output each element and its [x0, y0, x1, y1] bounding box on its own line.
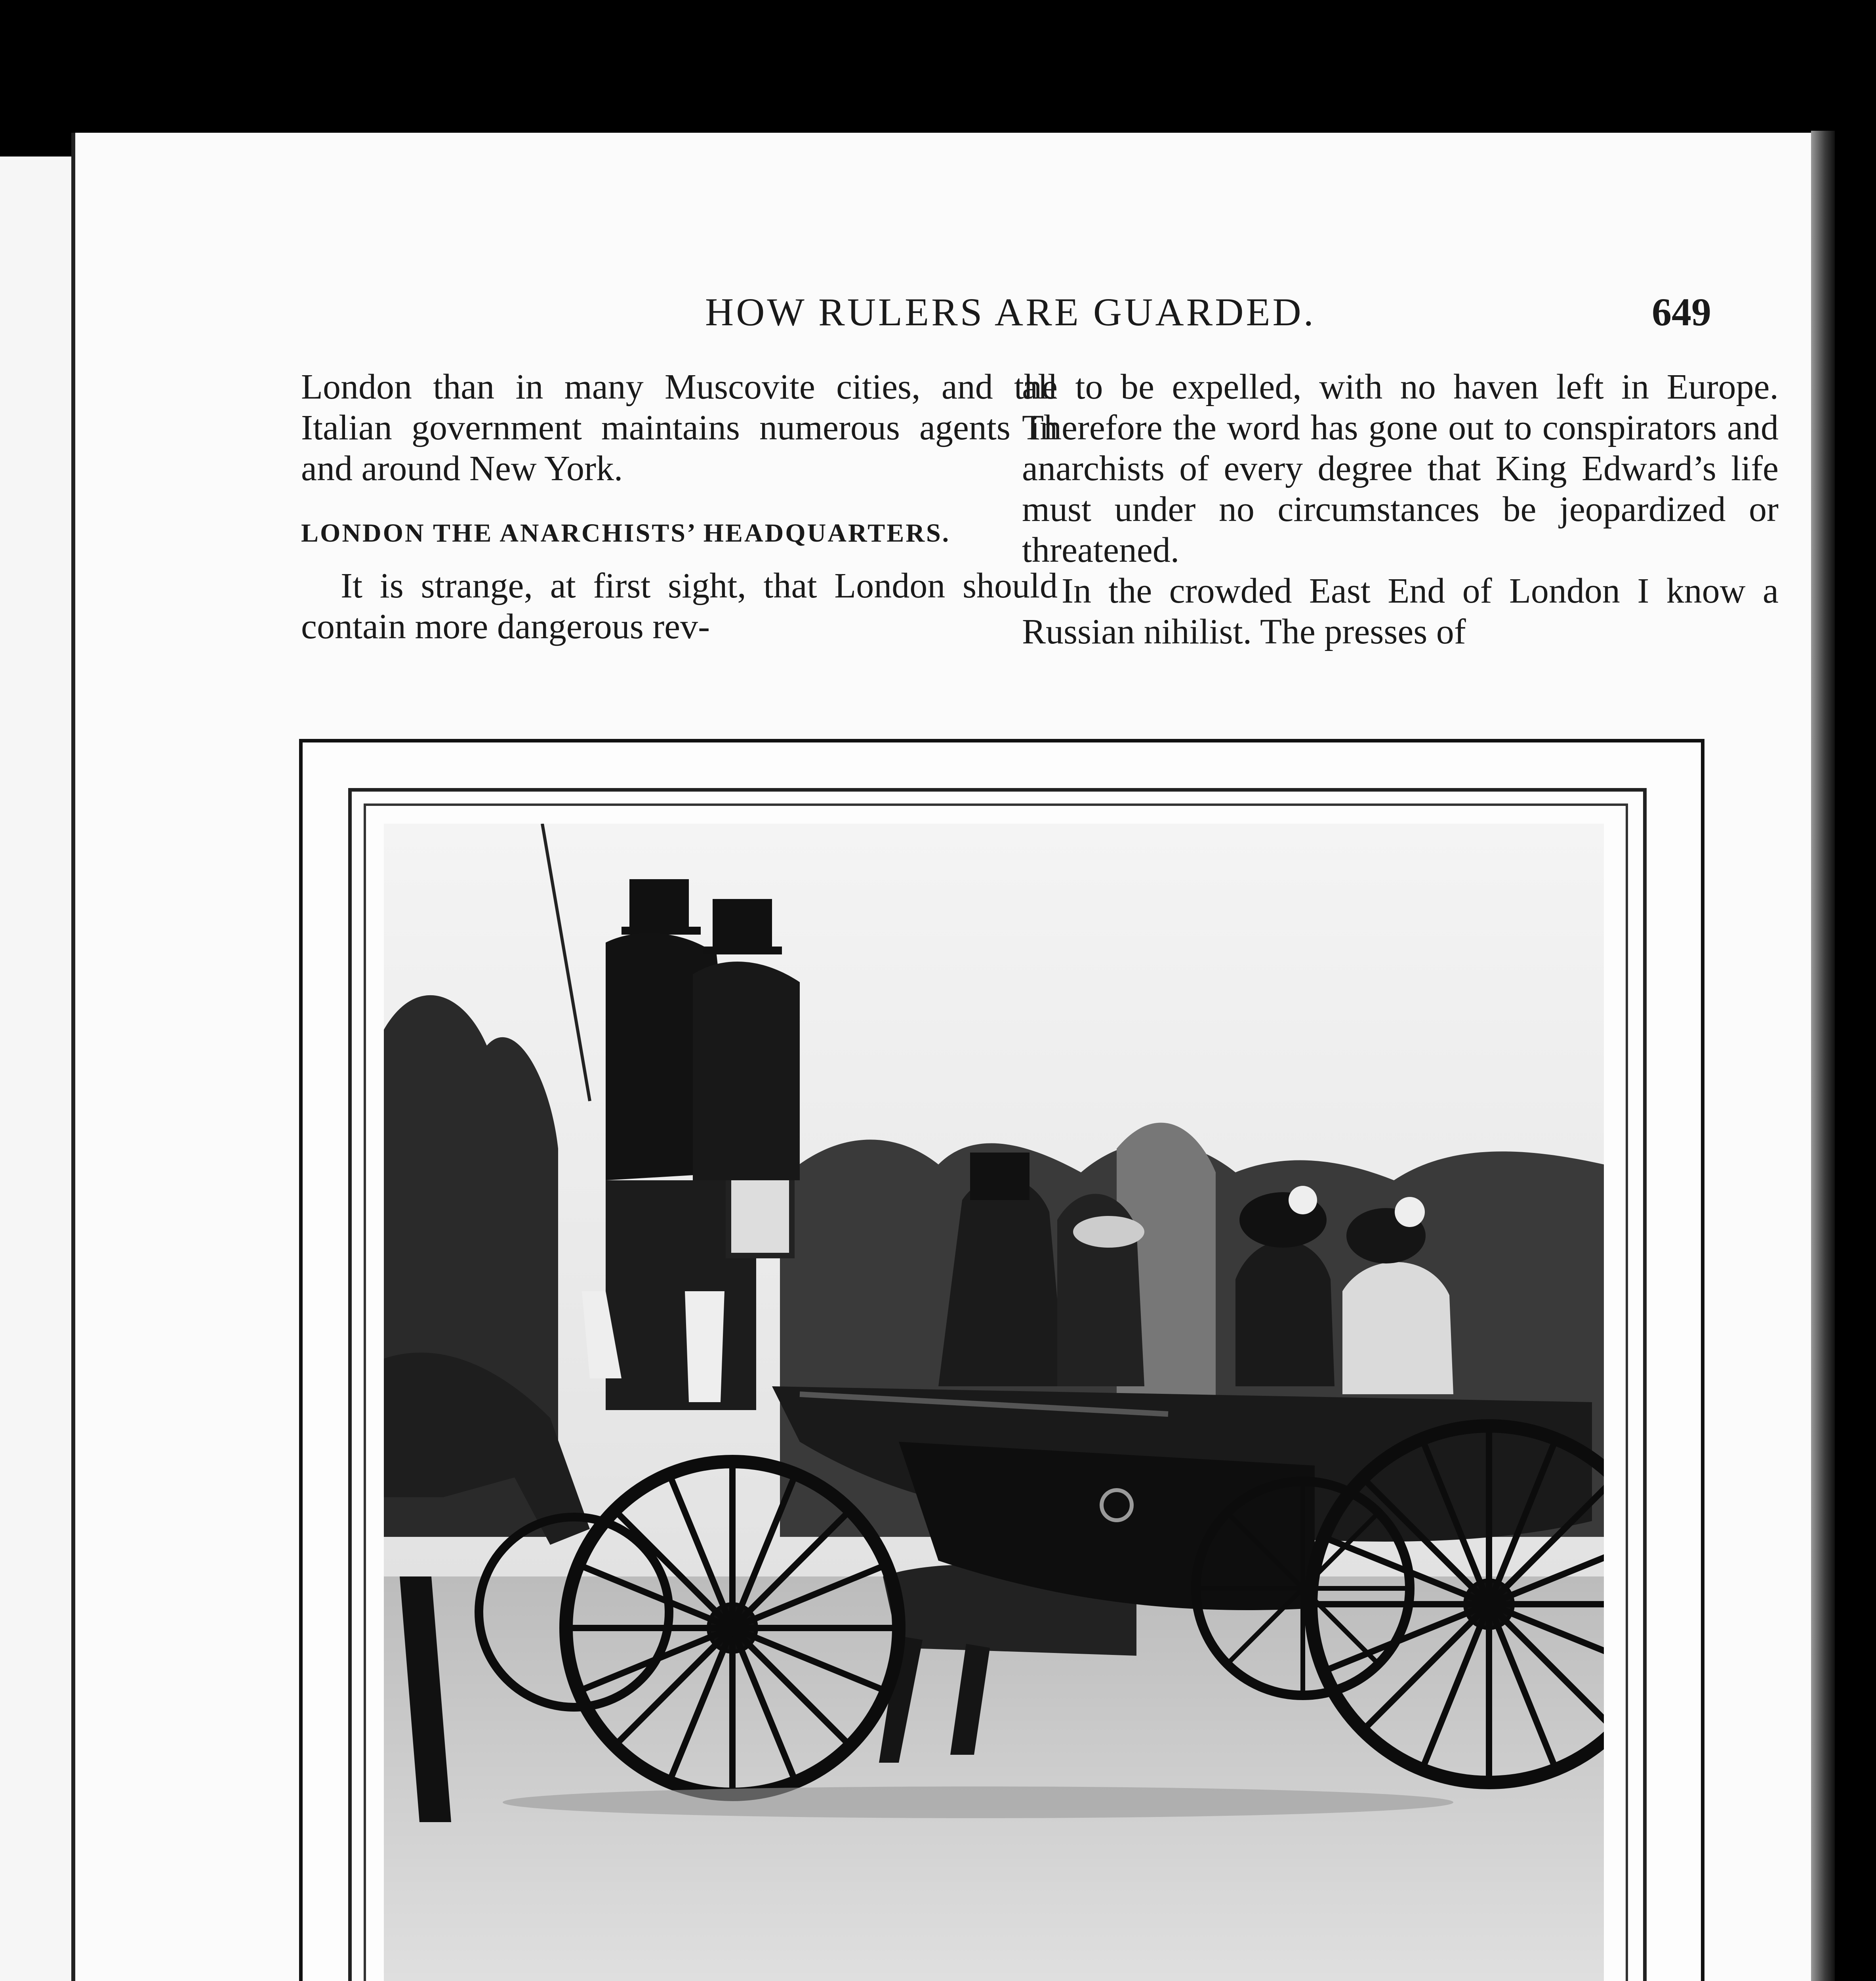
section-subhead: LONDON THE ANARCHISTS’ HEADQUARTERS.: [301, 519, 951, 548]
text-column-top-left: [301, 366, 1058, 647]
paragraph: all to be expelled, with no haven left in Europe. Therefore the word has gone out to conspirators and anarchists of every degree that King Edward’s life must under no circumstances be jeopardized or threatened.: [1022, 367, 1779, 570]
running-title: HOW RULERS ARE GUARDED.: [705, 290, 1316, 334]
carriage-photograph: [384, 824, 1604, 1981]
page-spine-shadow: [1811, 131, 1835, 1981]
paragraph: It is strange, at first sight, that London should contain more dangerous rev-: [301, 566, 1058, 646]
photo-frame-inner-rule: [348, 788, 1647, 1981]
page-header: [75, 289, 1826, 349]
photo-frame-inner-rule-2: [364, 803, 1628, 1981]
magazine-page: [71, 133, 1826, 1981]
text-column-top-right: [1022, 366, 1779, 652]
page-number: 649: [1652, 290, 1711, 334]
photo-frame: [299, 739, 1704, 1981]
paragraph: London than in many Muscovite cities, and the Italian government maintains numerous agents in and around New York.: [301, 367, 1058, 488]
paragraph: In the crowded East End of London I know a Russian nihilist. The presses of: [1022, 571, 1779, 651]
